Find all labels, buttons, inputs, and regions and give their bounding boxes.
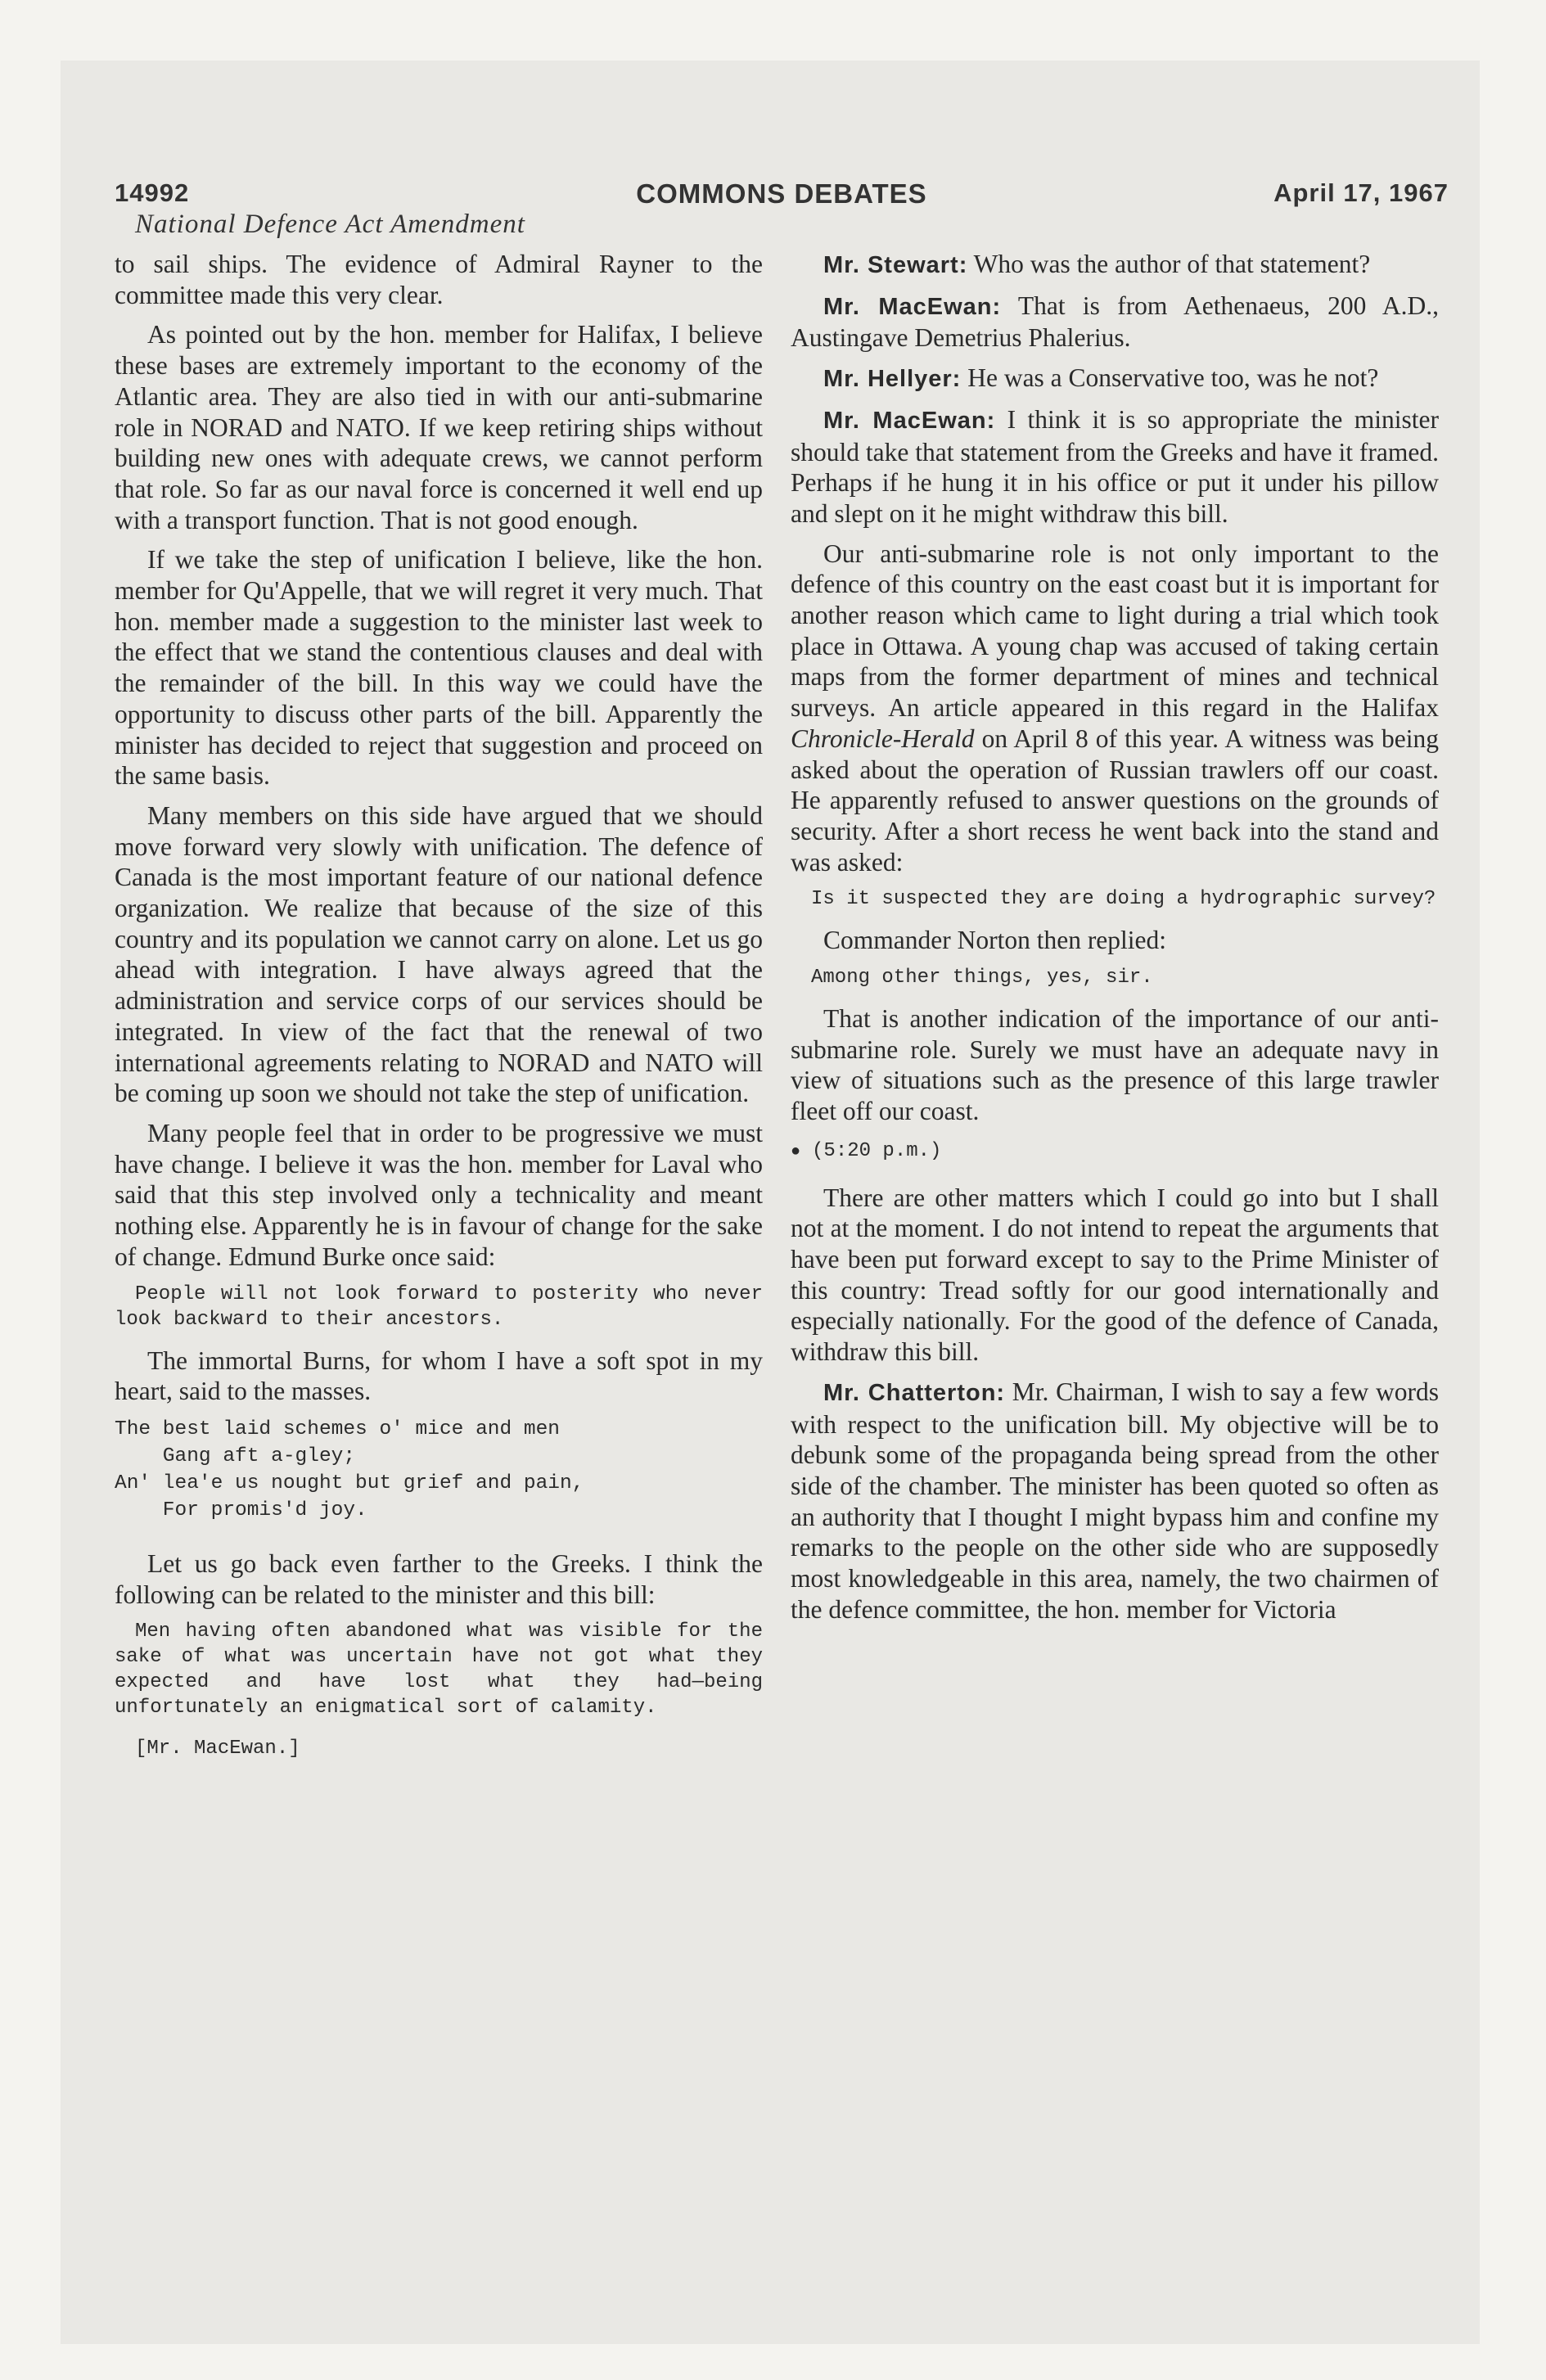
poem-line: The best laid schemes o' mice and men [115,1418,560,1440]
header-date: April 17, 1967 [1273,178,1449,207]
speech-text: That is from Aethenaeus, 200 A.D., Austingave Demetrius Phalerius. [791,291,1439,353]
speech-text: I think it is so appropriate the minister should take that statement from the Greeks and have it framed. Perhaps if he hung it in his office or put it under his pillow and slept on it he might withdraw this bill. [791,404,1439,528]
speech-text: Who was the author of that statement? [967,250,1371,278]
poem-line: An' lea'e us nought but grief and pain, [115,1472,584,1494]
poem-line: Gang aft a-gley; [115,1445,356,1467]
paragraph [791,539,1439,878]
block-quote: People will not look forward to posterity who never look backward to their ancestors. [115,1282,763,1331]
speech [791,1377,1439,1625]
speaker-attribution: [Mr. MacEwan.] [135,1738,300,1760]
speaker-name: Mr. MacEwan: [823,407,996,434]
paragraph-text: on April 8 of this year. A witness was being asked about the operation of Russian trawlers off our coast. He apparently refused to answer questions on the grounds of security. After a short recess he went back into the stand and was asked: [791,723,1439,877]
block-quote: Is it suspected they are doing a hydrographic survey? [811,888,1436,911]
paragraph: As pointed out by the hon. member for Halifax, I believe these bases are extremely important to the economy of the Atlantic area. They are also tied in with our anti-submarine role in NORAD and NATO. If we keep retiring ships without building new ones with adequate crews, we cannot perform that role. So far as our naval force is concerned it well end up with a transport function. That is not good enough. [115,320,763,534]
speaker-name: Mr. Chatterton: [823,1379,1006,1406]
paragraph: If we take the step of unification I believe, like the hon. member for Qu'Appelle, that we will regret it very much. That hon. member made a suggestion to the minister last week to the effect that we stand the contentious clauses and deal with the remainder of the bill. In this way we could have the opportunity to discuss other parts of the bill. Apparently the minister has decided to reject that suggestion and proceed on the same basis. [115,545,763,791]
speech [791,291,1439,354]
paragraph: to sail ships. The evidence of Admiral Rayner to the committee made this very clear. [115,250,763,309]
publication-title: COMMONS DEBATES [636,178,927,209]
left-column [115,249,763,1765]
paragraph-text: Our anti-submarine role is not only important to the defence of this country on the east coast but it is important for another reason which came to light during a trial which took place in Ottawa. A young chap was accused of taking certain maps from the former department of mines and technical surveys. An article appeared in this regard in the Halifax [791,539,1439,723]
right-column [791,249,1439,1634]
speaker-name: Mr. Hellyer: [823,366,962,393]
block-quote: Men having often abandoned what was visible for the sake of what was uncertain have not got what they expected and have lost what they had—being unfortunately an enigmatical sort of calamity. [115,1620,763,1720]
paragraph: That is another indication of the importance of our anti-submarine role. Surely we must have an adequate navy in view of situations such as the presence of this large trawler fleet off our coast. [791,1004,1439,1126]
poem-line: For promis'd joy. [115,1499,367,1521]
running-header [115,178,1449,211]
speech [791,404,1439,530]
speaker-name: Mr. Stewart: [823,252,968,278]
timestamp [791,1136,1439,1168]
speech-text: Mr. Chairman, I wish to say a few words with respect to the unification bill. My objective will be to debunk some of the propaganda being spread from the other side of the chamber. The minister has been quoted so often as an authority that I thought I might bypass him and confine my remarks to the people on the other side who are supposedly most knowledgeable in this area, namely, the two chairmen of the defence committee, the hon. member for Victoria [791,1377,1440,1624]
newspaper-title: Chronicle-Herald [791,723,975,753]
speech-text: He was a Conservative too, was he not? [961,363,1379,393]
speaker-name: Mr. MacEwan: [823,293,1002,320]
poem-quote [115,1416,763,1524]
section-subject: National Defence Act Amendment [135,210,525,239]
paragraph: Commander Norton then replied: [823,926,1167,955]
timestamp-text: (5:20 p.m.) [812,1139,942,1162]
paragraph: Let us go back even farther to the Greeks. I think the following can be related to the minister and this bill: [115,1548,763,1609]
paragraph: There are other matters which I could go into but I shall not at the moment. I do not intend to repeat the arguments that have been put forward except to say to the Prime Minister of this country: Tread softly for our good internationally and especially nationally. For the good of the defence of Canada, withdraw this bill. [791,1183,1439,1367]
page-number: 14992 [115,178,190,207]
paragraph: The immortal Burns, for whom I have a soft spot in my heart, said to the masses. [115,1346,763,1406]
paragraph: Many people feel that in order to be progressive we must have change. I believe it was the hon. member for Laval who said that this step involved only a technicality and meant nothing else. Apparently he is in favour of change for the sake of change. Edmund Burke once said: [115,1118,763,1271]
block-quote: Among other things, yes, sir. [811,967,1153,989]
speech [791,363,1439,395]
bullet-icon: ● [791,1142,801,1161]
speech [791,249,1439,282]
paragraph: Many members on this side have argued that we should move forward very slowly with unification. The defence of Canada is the most important feature of our national defence organization. We realize that because of the size of this country and its population we cannot carry on alone. Let us go ahead with integration. I have always agreed that the administration and service corps of our services should be integrated. In view of the fact that the renewal of two international agreements relating to NORAD and NATO will be coming up soon we should not take the step of unification. [115,800,763,1108]
